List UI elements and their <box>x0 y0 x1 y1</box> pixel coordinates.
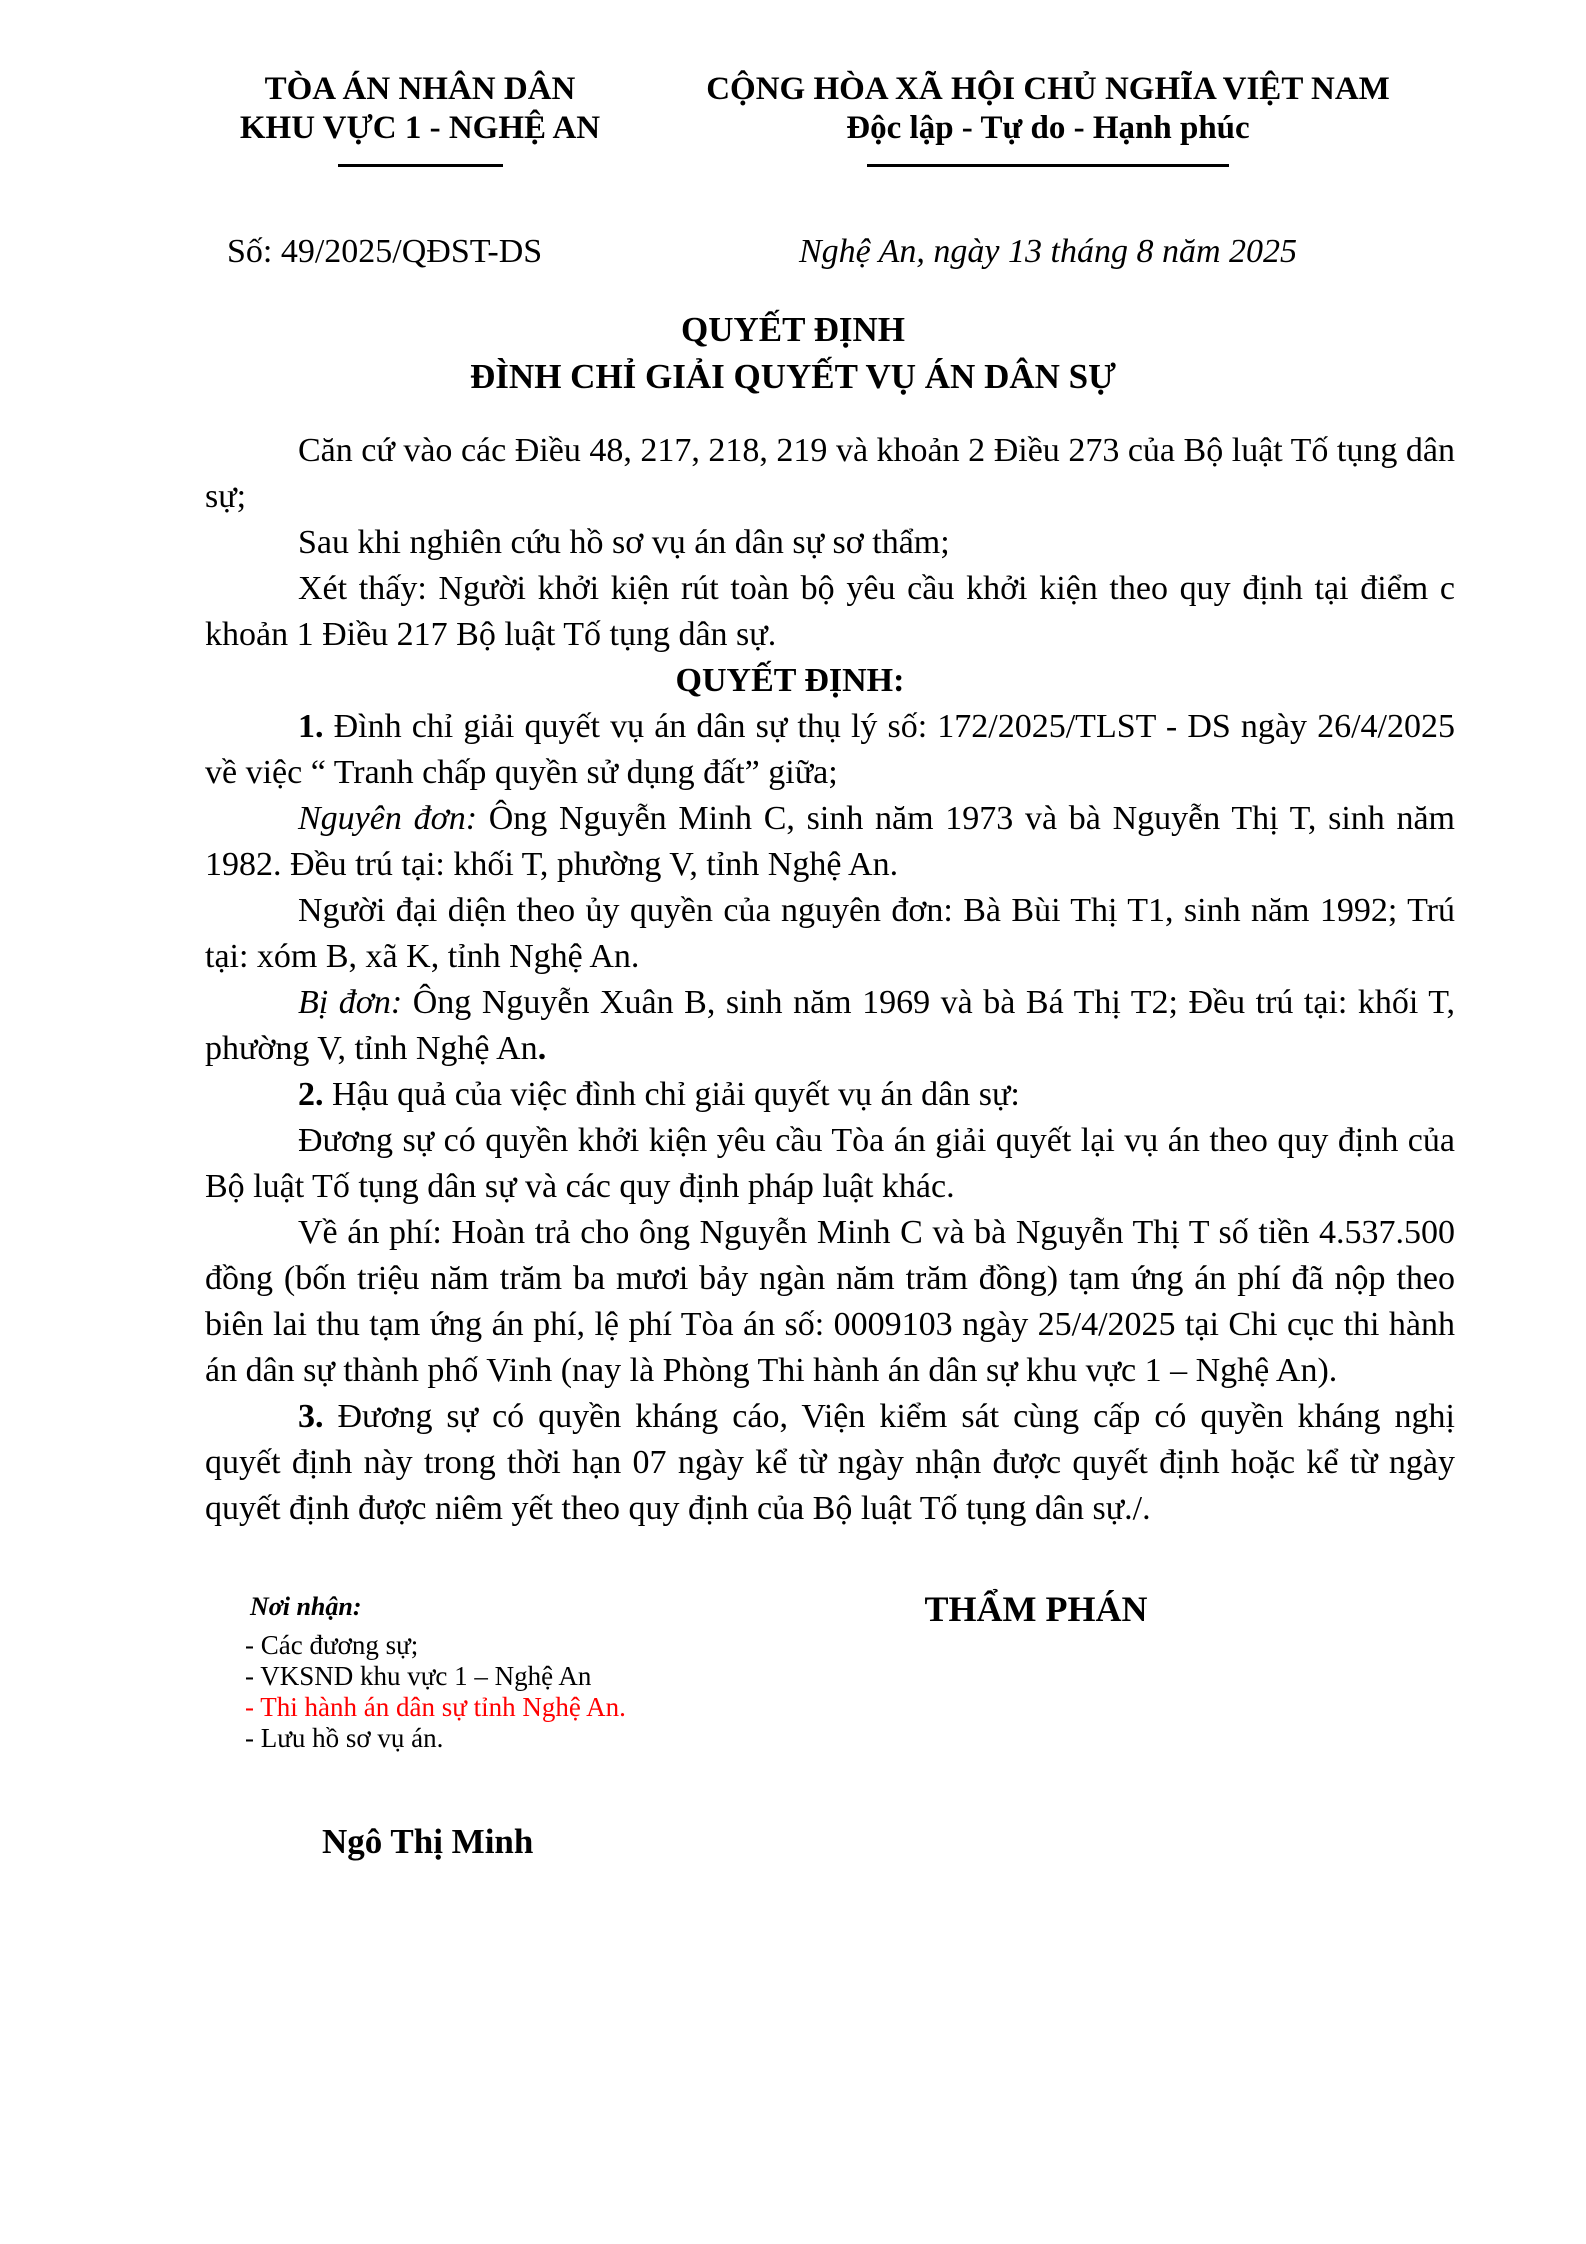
article-3-number: 3. <box>298 1398 324 1435</box>
defendant-period: . <box>537 1030 547 1067</box>
national-motto-line1: CỘNG HÒA XÃ HỘI CHỦ NGHĨA VIỆT NAM <box>706 71 1390 107</box>
defendant-label: Bị đơn: <box>298 984 403 1021</box>
representative-paragraph: Người đại diện theo ủy quyền của nguyên đơn: Bà Bùi Thị T1, sinh năm 1992; Trú tại: xóm B, xã K, tỉnh Nghệ An. <box>205 892 1455 975</box>
preamble-review: Sau khi nghiên cứu hồ sơ vụ án dân sự sơ thẩm; <box>298 524 950 561</box>
document-title <box>0 306 1586 400</box>
recipient-item-highlighted: - Thi hành án dân sự tỉnh Nghệ An. <box>245 1692 626 1722</box>
plaintiff-text: Ông Nguyễn Minh C, sinh năm 1973 và bà Nguyễn Thị T, sinh năm 1982. Đều trú tại: khối T, phường V, tỉnh Nghệ An. <box>205 800 1456 883</box>
preamble-basis: Căn cứ vào các Điều 48, 217, 218, 219 và khoản 2 Điều 273 của Bộ luật Tố tụng dân sự; <box>205 432 1455 515</box>
document-body <box>205 428 1455 1532</box>
recipient-item: - Lưu hồ sơ vụ án. <box>245 1723 444 1753</box>
defendant-paragraph <box>205 980 1455 1072</box>
article-2 <box>205 1072 1455 1118</box>
recipient-item: - VKSND khu vực 1 – Nghệ An <box>245 1661 592 1691</box>
preamble-finding: Xét thấy: Người khởi kiện rút toàn bộ yêu cầu khởi kiện theo quy định tại điểm c khoản 1 Điều 217 Bộ luật Tố tụng dân sự. <box>205 570 1455 653</box>
court-name-underline <box>338 164 503 167</box>
article-3 <box>205 1394 1455 1532</box>
national-motto-block <box>640 70 1456 167</box>
judge-name: Ngô Thị Minh <box>322 1822 534 1861</box>
document-title-line1: QUYẾT ĐỊNH <box>681 310 905 349</box>
article-2-number: 2. <box>298 1076 324 1113</box>
plaintiff-paragraph <box>205 796 1455 888</box>
document-number: Số: 49/2025/QĐST-DS <box>227 233 543 270</box>
decision-heading: QUYẾT ĐỊNH: <box>675 662 905 699</box>
recipients-label: Nơi nhận: <box>250 1592 362 1621</box>
recipients-list <box>245 1630 626 1754</box>
article-2-text: Hậu quả của việc đình chỉ giải quyết vụ án dân sự: <box>323 1076 1020 1113</box>
place-and-date: Nghệ An, ngày 13 tháng 8 năm 2025 <box>798 233 1297 270</box>
national-motto-underline <box>867 164 1229 167</box>
article-1-number: 1. <box>298 708 324 745</box>
fee-paragraph: Về án phí: Hoàn trả cho ông Nguyễn Minh C và bà Nguyễn Thị T số tiền 4.537.500 đồng (bốn triệu năm trăm ba mươi bảy ngàn năm trăm đồng) tạm ứng án phí đã nộp theo biên lai thu tạm ứng án phí, lệ phí Tòa án số: 0009103 ngày 25/4/2025 tại Chi cục thi hành án dân sự thành phố Vinh (nay là Phòng Thi hành án dân sự khu vực 1 – Nghệ An). <box>205 1214 1455 1389</box>
document-title-line2: ĐÌNH CHỈ GIẢI QUYẾT VỤ ÁN DÂN SỰ <box>470 357 1116 396</box>
plaintiff-label: Nguyên đơn: <box>298 800 478 837</box>
consequence-paragraph: Đương sự có quyền khởi kiện yêu cầu Tòa án giải quyết lại vụ án theo quy định của Bộ luật Tố tụng dân sự và các quy định pháp luật khác. <box>205 1122 1455 1205</box>
court-name-line1: TÒA ÁN NHÂN DÂN <box>264 71 576 107</box>
judge-title: THẨM PHÁN <box>924 1589 1148 1629</box>
court-name-block <box>180 70 660 167</box>
article-3-text: Đương sự có quyền kháng cáo, Viện kiểm sát cùng cấp có quyền kháng nghị quyết định này trong thời hạn 07 ngày kể từ ngày nhận được quyết định hoặc kể từ ngày quyết định được niêm yết theo quy định của Bộ luật Tố tụng dân sự./. <box>205 1398 1455 1527</box>
article-1-text: Đình chỉ giải quyết vụ án dân sự thụ lý số: 172/2025/TLST - DS ngày 26/4/2025 về việc “ Tranh chấp quyền sử dụng đất” giữa; <box>205 708 1455 791</box>
recipient-item: - Các đương sự; <box>245 1630 419 1660</box>
national-motto-line2: Độc lập - Tự do - Hạnh phúc <box>846 110 1250 146</box>
court-name-line2: KHU VỰC 1 - NGHỆ AN <box>239 110 601 146</box>
article-1 <box>205 704 1455 796</box>
defendant-text: Ông Nguyễn Xuân B, sinh năm 1969 và bà Bá Thị T2; Đều trú tại: khối T, phường V, tỉnh Nghệ An <box>205 984 1455 1067</box>
